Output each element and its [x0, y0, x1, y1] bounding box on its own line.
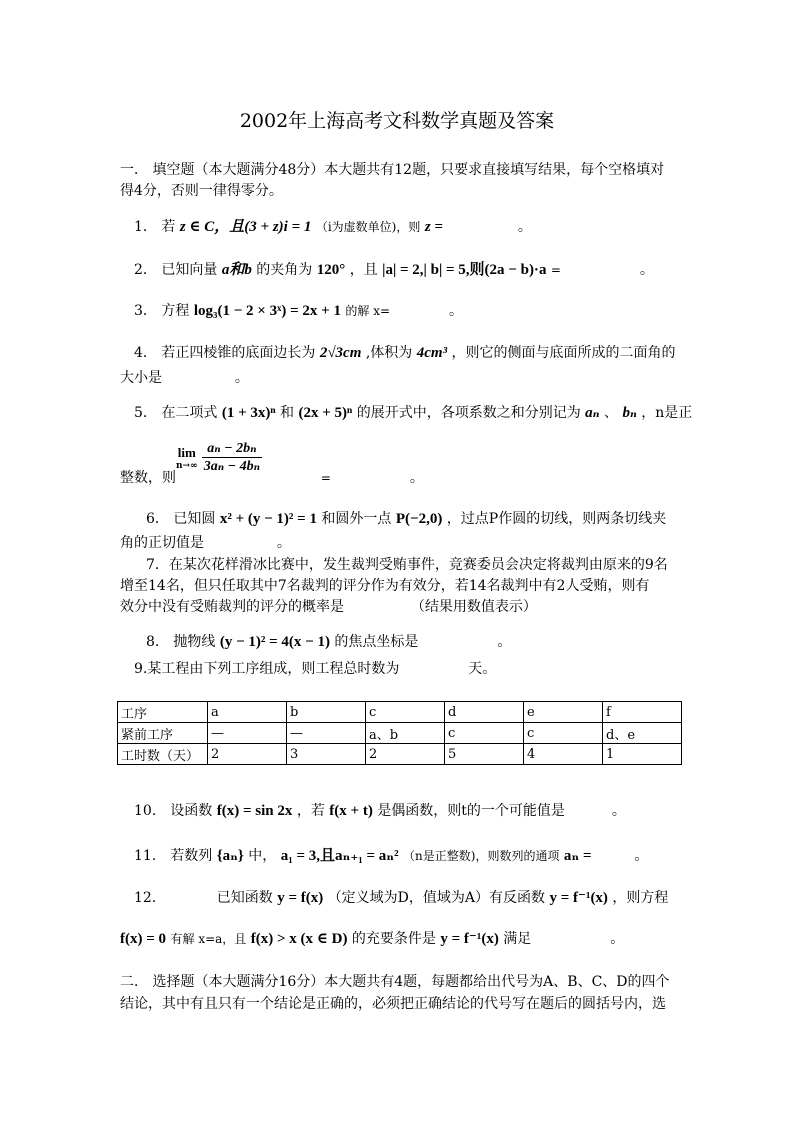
question-4-cont — [120, 368, 680, 388]
question-6-cont — [120, 533, 680, 553]
section1-heading: 一． 填空题（本大题满分48分）本大题共有12题，只要求直接填写结果，每个空格填对 — [120, 162, 665, 178]
q10-pre: 设函数 — [170, 803, 213, 819]
q10-mid: ，若 — [296, 803, 325, 819]
q10-end: 。 — [611, 803, 626, 819]
q12-equation: f(x) = 0 — [120, 931, 167, 947]
q6-post: ，过点P作圆的切线，则两条切线夹 — [446, 511, 667, 527]
table-cell: d — [445, 702, 524, 723]
question-5-cont — [120, 468, 680, 488]
q3-end: 。 — [448, 303, 463, 319]
q8-end: 。 — [497, 634, 512, 650]
q5-a-n: aₙ — [585, 405, 600, 421]
q5-post2: ，n是正 — [641, 405, 693, 421]
q1-end: 。 — [517, 219, 532, 235]
q2-number: 2． — [134, 262, 157, 278]
table-cell: — — [287, 723, 366, 744]
question-7-line-1: 7．在某次花样滑冰比赛中，发生裁判受贿事件，竞赛委员会决定将裁判由原来的9名 — [146, 557, 668, 573]
q1-pre: 若 — [161, 219, 176, 235]
question-7-line-2: 增至14名，但只任取其中7名裁判的评分作为有效分，若14名裁判中有2人受贿，则有 — [120, 578, 650, 594]
q3-number: 3． — [134, 303, 157, 319]
table-cell: c — [445, 723, 524, 744]
q4-mid: ,体积为 — [365, 345, 413, 361]
question-11 — [134, 846, 694, 866]
q9-text: 9.某工程由下列工序组成，则工程总时数为 — [134, 661, 400, 677]
q7-line-3-note: （结果用数值表示） — [410, 599, 537, 615]
q8-number: 8． — [146, 634, 169, 650]
q2-angle: 120° — [316, 262, 346, 278]
q12-inverse: y = f⁻¹(x) — [549, 890, 608, 906]
section1-heading-cont: 得4分，否则一律得零分。 — [120, 183, 283, 199]
q9-unit: 天。 — [468, 661, 497, 677]
table-cell: a、b — [366, 723, 445, 744]
q8-pre: 抛物线 — [173, 634, 216, 650]
q5-lim-sub: n→∞ — [176, 460, 198, 471]
table-row — [118, 702, 682, 723]
question-1 — [134, 217, 694, 237]
table-cell: c — [366, 702, 445, 723]
q4-number: 4． — [134, 345, 157, 361]
q12-pre: 已知函数 — [216, 890, 273, 906]
q11-number: 11． — [134, 848, 166, 864]
q5-post: 的展开式中，各项系数之和分别记为 — [356, 405, 581, 421]
q10-post: 是偶函数，则t的一个可能值是 — [377, 803, 565, 819]
question-4 — [134, 343, 694, 363]
table-cell: c — [524, 723, 603, 744]
q2-pre: 已知向量 — [161, 262, 218, 278]
table-cell: d、e — [603, 723, 682, 744]
question-12-cont — [120, 929, 680, 949]
q2-expr: |a| = 2,| b| = 5,则(2a − b)·a — [382, 262, 547, 278]
q12-end: 。 — [610, 931, 625, 947]
q2-vectors: a和b — [221, 262, 252, 278]
table-cell: 5 — [445, 744, 524, 765]
q2-answer-label: = — [550, 263, 561, 277]
q12-post2: 满足 — [503, 931, 532, 947]
table-cell: 2 — [208, 744, 287, 765]
table-row — [118, 723, 682, 744]
q1-answer-label: z = — [424, 219, 443, 235]
section2-line-1: 二． 选择题（本大题满分16分）本大题共有4题，每题都给出代号为A、B、C、D的四个 — [120, 974, 670, 990]
q12-function: y = f(x) — [277, 890, 324, 906]
q4-post: ，则它的侧面与底面所成的二面角的 — [451, 345, 676, 361]
q12-mid3: 的充要条件是 — [351, 931, 436, 947]
section2-line-2: 结论，其中有且只有一个结论是正确的，必须把正确结论的代号写在题后的圆括号内，选 — [120, 996, 666, 1012]
q5-numerator: aₙ − 2bₙ — [202, 440, 262, 458]
q3-pre: 方程 — [161, 303, 190, 319]
question-9 — [134, 659, 694, 679]
q5-pre: 在二项式 — [161, 405, 218, 421]
table-cell: 工序 — [118, 702, 208, 723]
q11-mid: 中， — [248, 848, 277, 864]
q6-point: P(−2,0) — [395, 511, 443, 527]
table-cell: 工时数（天） — [118, 744, 208, 765]
table-cell: 4 — [524, 744, 603, 765]
table-cell: e — [524, 702, 603, 723]
question-3 — [134, 301, 694, 321]
q8-parabola: (y − 1)² = 4(x − 1) — [219, 634, 330, 650]
q12-mid: （定义域为D，值域为A）有反函数 — [327, 890, 546, 906]
q2-end: 。 — [639, 262, 654, 278]
table-cell: f — [603, 702, 682, 723]
q12-mid2: 有解 x=a，且 — [170, 932, 247, 946]
q6-number: 6． — [146, 511, 169, 527]
q5-mid: 和 — [280, 405, 295, 421]
q6-mid: 和圆外一点 — [321, 511, 392, 527]
q1-note: （i为虚数单位)，则 — [315, 220, 421, 234]
table-cell: a — [208, 702, 287, 723]
q6-circle: x² + (y − 1)² = 1 — [219, 511, 317, 527]
q12-inequality: f(x) > x (x ∈ D) — [250, 931, 348, 947]
q2-mid: 的夹角为 — [256, 262, 313, 278]
table-cell: 3 — [287, 744, 366, 765]
q6-end: 。 — [276, 535, 291, 551]
q2-mid2: ，且 — [349, 262, 378, 278]
table-cell: 1 — [603, 744, 682, 765]
q1-expr: z ∈ C，且(3 + z)i = 1 — [179, 219, 312, 235]
q5-binomial-1: (1 + 3x)ⁿ — [221, 405, 276, 421]
q11-post: （n是正整数)，则数列的通项 — [403, 849, 560, 863]
page-title: 2002年上海高考文科数学真题及答案 — [239, 110, 555, 132]
question-6 — [146, 509, 706, 529]
table-cell: b — [287, 702, 366, 723]
q11-sequence: {aₙ} — [216, 848, 244, 864]
q5-number: 5． — [134, 405, 157, 421]
question-2 — [134, 260, 694, 280]
q8-post: 的焦点坐标是 — [334, 634, 419, 650]
q5-cont: 整数，则 — [120, 470, 176, 486]
q10-function: f(x) = sin 2x — [216, 803, 293, 819]
q5-b-n: bₙ — [622, 405, 637, 421]
q5-binomial-2: (2x + 5)ⁿ — [298, 405, 353, 421]
table-row — [118, 744, 682, 765]
question-12 — [134, 888, 694, 908]
table-cell: 2 — [366, 744, 445, 765]
q5-end: 。 — [409, 470, 424, 486]
q5-answer-label: = — [320, 471, 331, 485]
q11-end: 。 — [634, 848, 649, 864]
q11-answer-label: aₙ = — [563, 848, 592, 864]
q5-lim: lim — [177, 444, 196, 460]
q4-cont: 大小是 — [120, 370, 162, 386]
q11-recurrence: a₁ = 3,且aₙ₊₁ = aₙ² — [280, 848, 399, 864]
q10-number: 10． — [134, 803, 166, 819]
q5-denominator: 3aₙ − 4bₙ — [203, 459, 261, 474]
table-cell: — — [208, 723, 287, 744]
q5-sep: 、 — [604, 405, 618, 421]
process-table — [117, 701, 682, 765]
q12-inverse-2: y = f⁻¹(x) — [440, 931, 499, 947]
q10-shifted: f(x + t) — [329, 803, 373, 819]
question-10 — [134, 801, 694, 821]
table-cell: 紧前工序 — [118, 723, 208, 744]
q6-cont: 角的正切值是 — [120, 535, 204, 551]
question-8 — [146, 632, 706, 652]
q4-pre: 若正四棱锥的底面边长为 — [161, 345, 316, 361]
q6-pre: 已知圆 — [173, 511, 216, 527]
q7-line-3-text: 效分中没有受贿裁判的评分的概率是 — [120, 599, 344, 615]
q4-edge: 2√3cm — [319, 345, 362, 361]
q12-number: 12． — [134, 890, 166, 906]
q3-expr: log₃(1 − 2 × 3ˣ) = 2x + 1 — [193, 303, 341, 319]
q1-number: 1． — [134, 219, 157, 235]
q3-post: 的解 x= — [345, 304, 391, 318]
q11-pre: 若数列 — [170, 848, 213, 864]
q4-volume: 4cm³ — [416, 345, 448, 361]
question-5 — [134, 403, 694, 423]
q12-post: ，则方程 — [612, 890, 669, 906]
q4-end: 。 — [234, 370, 249, 386]
question-7-line-3 — [120, 597, 680, 617]
